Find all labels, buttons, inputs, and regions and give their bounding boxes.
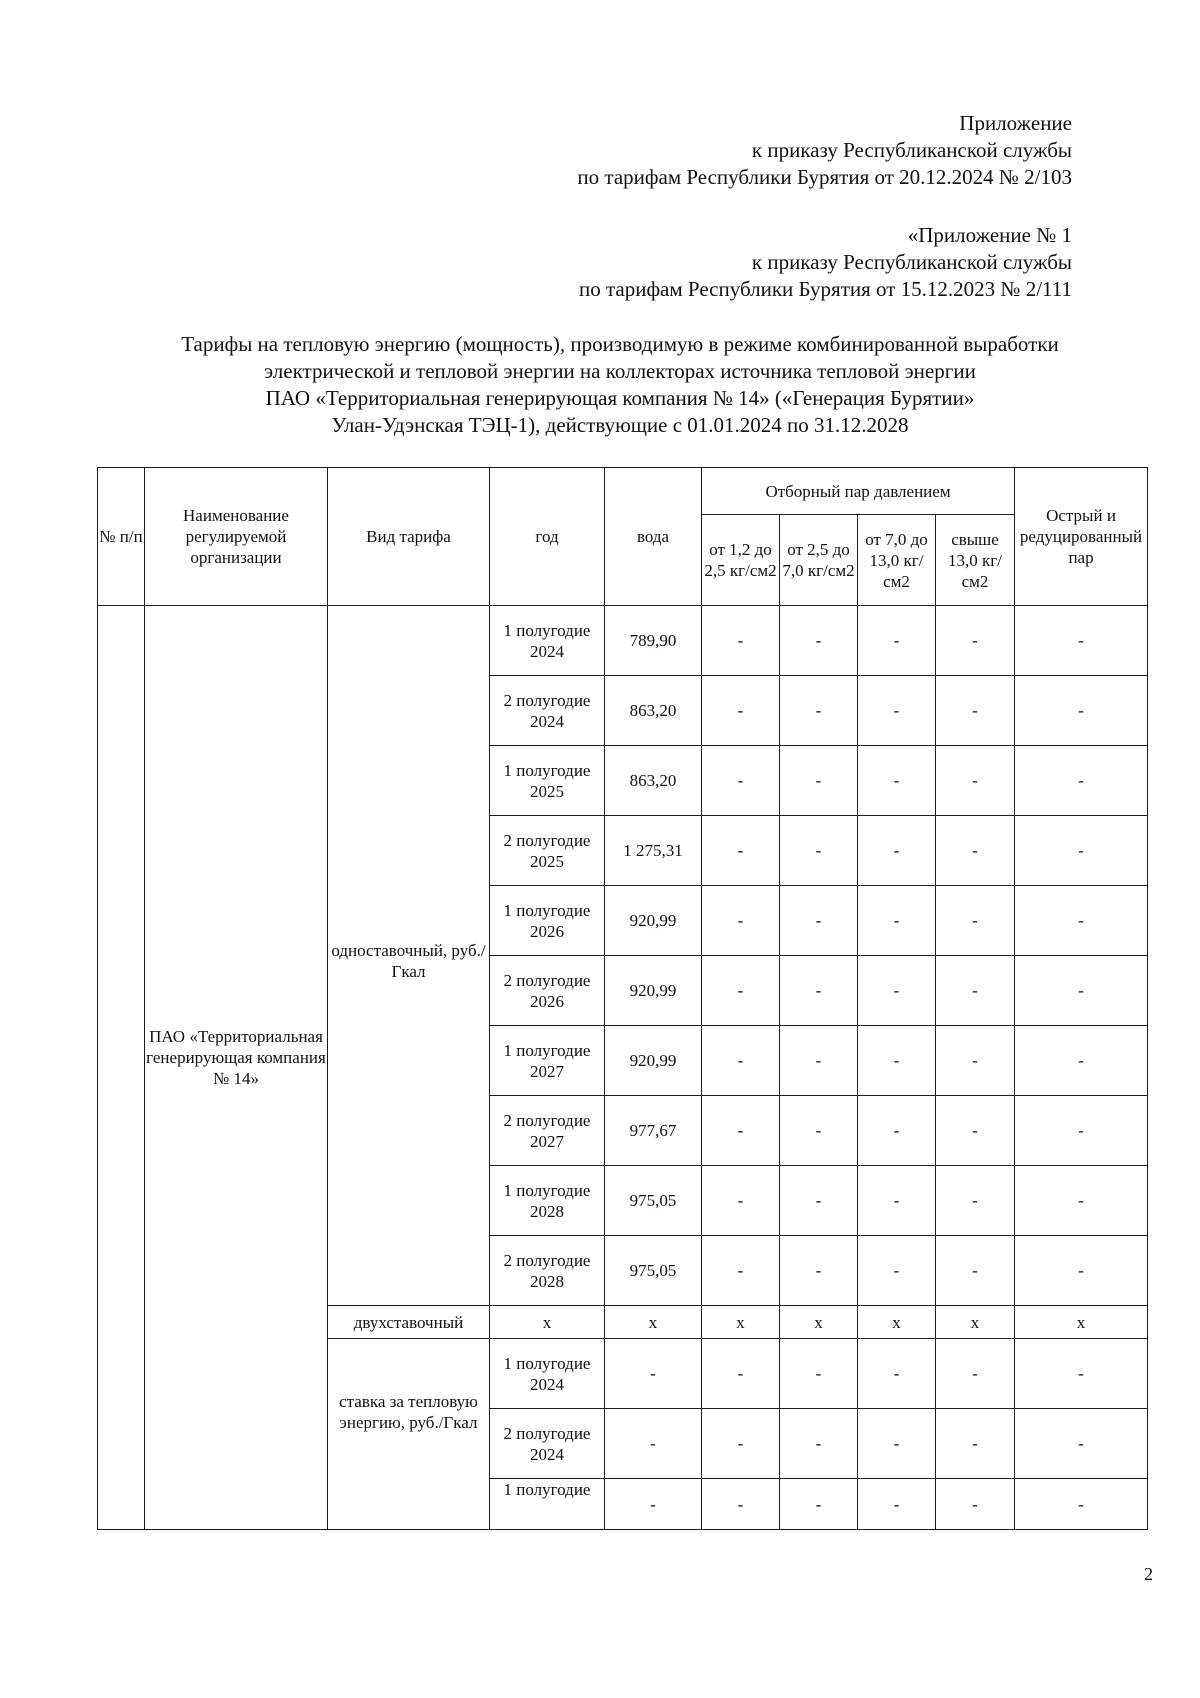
table-row <box>98 606 1148 676</box>
value-cell-sharp: - <box>1015 1096 1148 1166</box>
header-organization: Наименование регулируемой организации <box>145 468 328 606</box>
value-cell-water: 920,99 <box>605 1026 702 1096</box>
value-cell-p4: - <box>936 1096 1015 1166</box>
header-pressure-over-13: свыше 13,0 кг/см2 <box>936 515 1015 606</box>
value-cell-water: - <box>605 1339 702 1409</box>
year-cell: 2 полугодие 2024 <box>490 1409 605 1479</box>
value-cell-p4: - <box>936 746 1015 816</box>
title-line: электрической и тепловой энергии на коллекторах источника тепловой энергии <box>264 359 976 383</box>
value-cell-p1: - <box>702 1479 780 1530</box>
year-cell: 2 полугодие 2025 <box>490 816 605 886</box>
page-number: 2 <box>1144 1564 1153 1584</box>
value-cell-p4: - <box>936 1166 1015 1236</box>
header-water: вода <box>605 468 702 606</box>
value-cell-p2: - <box>780 1236 858 1306</box>
value-cell-sharp: - <box>1015 956 1148 1026</box>
title-line: Тарифы на тепловую энергию (мощность), производимую в режиме комбинированной выработки <box>181 332 1059 356</box>
value-cell-p1: - <box>702 1236 780 1306</box>
value-cell-sharp: - <box>1015 606 1148 676</box>
value-cell-p3: х <box>858 1306 936 1339</box>
value-cell-p2: - <box>780 1409 858 1479</box>
value-cell-p4: - <box>936 1236 1015 1306</box>
year-cell: 1 полугодие 2027 <box>490 1026 605 1096</box>
year-cell: 2 полугодие 2028 <box>490 1236 605 1306</box>
year-cell: 1 полугодие 2028 <box>490 1166 605 1236</box>
organization-name: ПАО «Территориальная генерирующая компания № 14» <box>145 606 328 1530</box>
value-cell-sharp: - <box>1015 816 1148 886</box>
value-cell-p1: - <box>702 606 780 676</box>
header-tariff-type: Вид тарифа <box>328 468 490 606</box>
value-cell-sharp: - <box>1015 1409 1148 1479</box>
value-cell-p1: - <box>702 746 780 816</box>
value-cell-p1: - <box>702 1339 780 1409</box>
value-cell-water: 920,99 <box>605 956 702 1026</box>
value-cell-water: 863,20 <box>605 746 702 816</box>
year-cell: 1 полугодие <box>490 1479 605 1530</box>
header-pressure-7-13: от 7,0 до 13,0 кг/см2 <box>858 515 936 606</box>
original-appendix-header-line: «Приложение № 1 <box>907 223 1072 247</box>
value-cell-p1: - <box>702 1409 780 1479</box>
value-cell-p4: х <box>936 1306 1015 1339</box>
value-cell-p2: - <box>780 676 858 746</box>
year-cell: х <box>490 1306 605 1339</box>
header-pressure-1-2-5: от 1,2 до 2,5 кг/см2 <box>702 515 780 606</box>
value-cell-sharp: - <box>1015 1166 1148 1236</box>
value-cell-water: х <box>605 1306 702 1339</box>
header-sharp-steam: Острый и редуцированный пар <box>1015 468 1148 606</box>
value-cell-water: 1 275,31 <box>605 816 702 886</box>
value-cell-water: 863,20 <box>605 676 702 746</box>
value-cell-p2: х <box>780 1306 858 1339</box>
value-cell-p4: - <box>936 956 1015 1026</box>
value-cell-p2: - <box>780 746 858 816</box>
value-cell-water: - <box>605 1409 702 1479</box>
header-pressure-2-5-7: от 2,5 до 7,0 кг/см2 <box>780 515 858 606</box>
year-cell: 2 полугодие 2027 <box>490 1096 605 1166</box>
appendix-header <box>577 110 1072 191</box>
value-cell-p3: - <box>858 1166 936 1236</box>
value-cell-sharp: - <box>1015 886 1148 956</box>
value-cell-water: 975,05 <box>605 1236 702 1306</box>
original-appendix-header-line: к приказу Республиканской службы <box>751 250 1072 274</box>
value-cell-p3: - <box>858 606 936 676</box>
value-cell-p4: - <box>936 1026 1015 1096</box>
value-cell-sharp: - <box>1015 1026 1148 1096</box>
value-cell-water: 977,67 <box>605 1096 702 1166</box>
value-cell-p4: - <box>936 1409 1015 1479</box>
document-title <box>100 331 1140 439</box>
value-cell-p1: - <box>702 1166 780 1236</box>
value-cell-water: 789,90 <box>605 606 702 676</box>
value-cell-p1: - <box>702 816 780 886</box>
value-cell-p2: - <box>780 816 858 886</box>
year-cell: 1 полугодие 2024 <box>490 1339 605 1409</box>
value-cell-p4: - <box>936 606 1015 676</box>
appendix-header-line: к приказу Республиканской службы <box>751 138 1072 162</box>
title-line: ПАО «Территориальная генерирующая компания № 14» («Генерация Бурятии» <box>265 386 975 410</box>
value-cell-p4: - <box>936 1339 1015 1409</box>
value-cell-sharp: - <box>1015 676 1148 746</box>
value-cell-p2: - <box>780 886 858 956</box>
year-cell: 2 полугодие 2024 <box>490 676 605 746</box>
header-steam-group: Отборный пар давлением <box>702 468 1015 515</box>
value-cell-p2: - <box>780 1479 858 1530</box>
value-cell-p3: - <box>858 956 936 1026</box>
row-number-cell <box>98 606 145 1530</box>
value-cell-p3: - <box>858 746 936 816</box>
value-cell-p4: - <box>936 816 1015 886</box>
value-cell-water: - <box>605 1479 702 1530</box>
appendix-header-line: по тарифам Республики Бурятия от 20.12.2024 № 2/103 <box>577 165 1072 189</box>
value-cell-p3: - <box>858 1409 936 1479</box>
value-cell-p2: - <box>780 606 858 676</box>
value-cell-p3: - <box>858 676 936 746</box>
value-cell-p4: - <box>936 676 1015 746</box>
header-year: год <box>490 468 605 606</box>
value-cell-p2: - <box>780 956 858 1026</box>
value-cell-sharp: - <box>1015 1339 1148 1409</box>
value-cell-water: 975,05 <box>605 1166 702 1236</box>
value-cell-p2: - <box>780 1096 858 1166</box>
value-cell-p3: - <box>858 1026 936 1096</box>
value-cell-p4: - <box>936 1479 1015 1530</box>
tariff-type-heat-rate: ставка за тепловую энергию, руб./Гкал <box>328 1339 490 1530</box>
value-cell-sharp: - <box>1015 1236 1148 1306</box>
value-cell-p1: - <box>702 956 780 1026</box>
header-number: № п/п <box>98 468 145 606</box>
value-cell-p2: - <box>780 1026 858 1096</box>
value-cell-p1: - <box>702 886 780 956</box>
value-cell-p2: - <box>780 1339 858 1409</box>
value-cell-p3: - <box>858 1096 936 1166</box>
value-cell-p2: - <box>780 1166 858 1236</box>
value-cell-p3: - <box>858 1479 936 1530</box>
value-cell-p1: - <box>702 1026 780 1096</box>
value-cell-p1: х <box>702 1306 780 1339</box>
original-appendix-header <box>579 222 1072 303</box>
appendix-header-line: Приложение <box>959 111 1072 135</box>
value-cell-water: 920,99 <box>605 886 702 956</box>
value-cell-p4: - <box>936 886 1015 956</box>
value-cell-sharp: - <box>1015 1479 1148 1530</box>
value-cell-p3: - <box>858 1236 936 1306</box>
value-cell-p3: - <box>858 886 936 956</box>
tariff-type-two-rate: двухставочный <box>328 1306 490 1339</box>
value-cell-sharp: - <box>1015 746 1148 816</box>
value-cell-sharp: х <box>1015 1306 1148 1339</box>
year-cell: 1 полугодие 2024 <box>490 606 605 676</box>
tariff-type-single-rate: одноставочный, руб./Гкал <box>328 606 490 1306</box>
year-cell: 2 полугодие 2026 <box>490 956 605 1026</box>
value-cell-p1: - <box>702 676 780 746</box>
title-line: Улан-Удэнская ТЭЦ-1), действующие с 01.01.2024 по 31.12.2028 <box>331 413 909 437</box>
original-appendix-header-line: по тарифам Республики Бурятия от 15.12.2023 № 2/111 <box>578 277 1072 301</box>
year-cell: 1 полугодие 2026 <box>490 886 605 956</box>
value-cell-p3: - <box>858 1339 936 1409</box>
year-cell: 1 полугодие 2025 <box>490 746 605 816</box>
value-cell-p1: - <box>702 1096 780 1166</box>
tariff-table <box>97 467 1148 1530</box>
value-cell-p3: - <box>858 816 936 886</box>
